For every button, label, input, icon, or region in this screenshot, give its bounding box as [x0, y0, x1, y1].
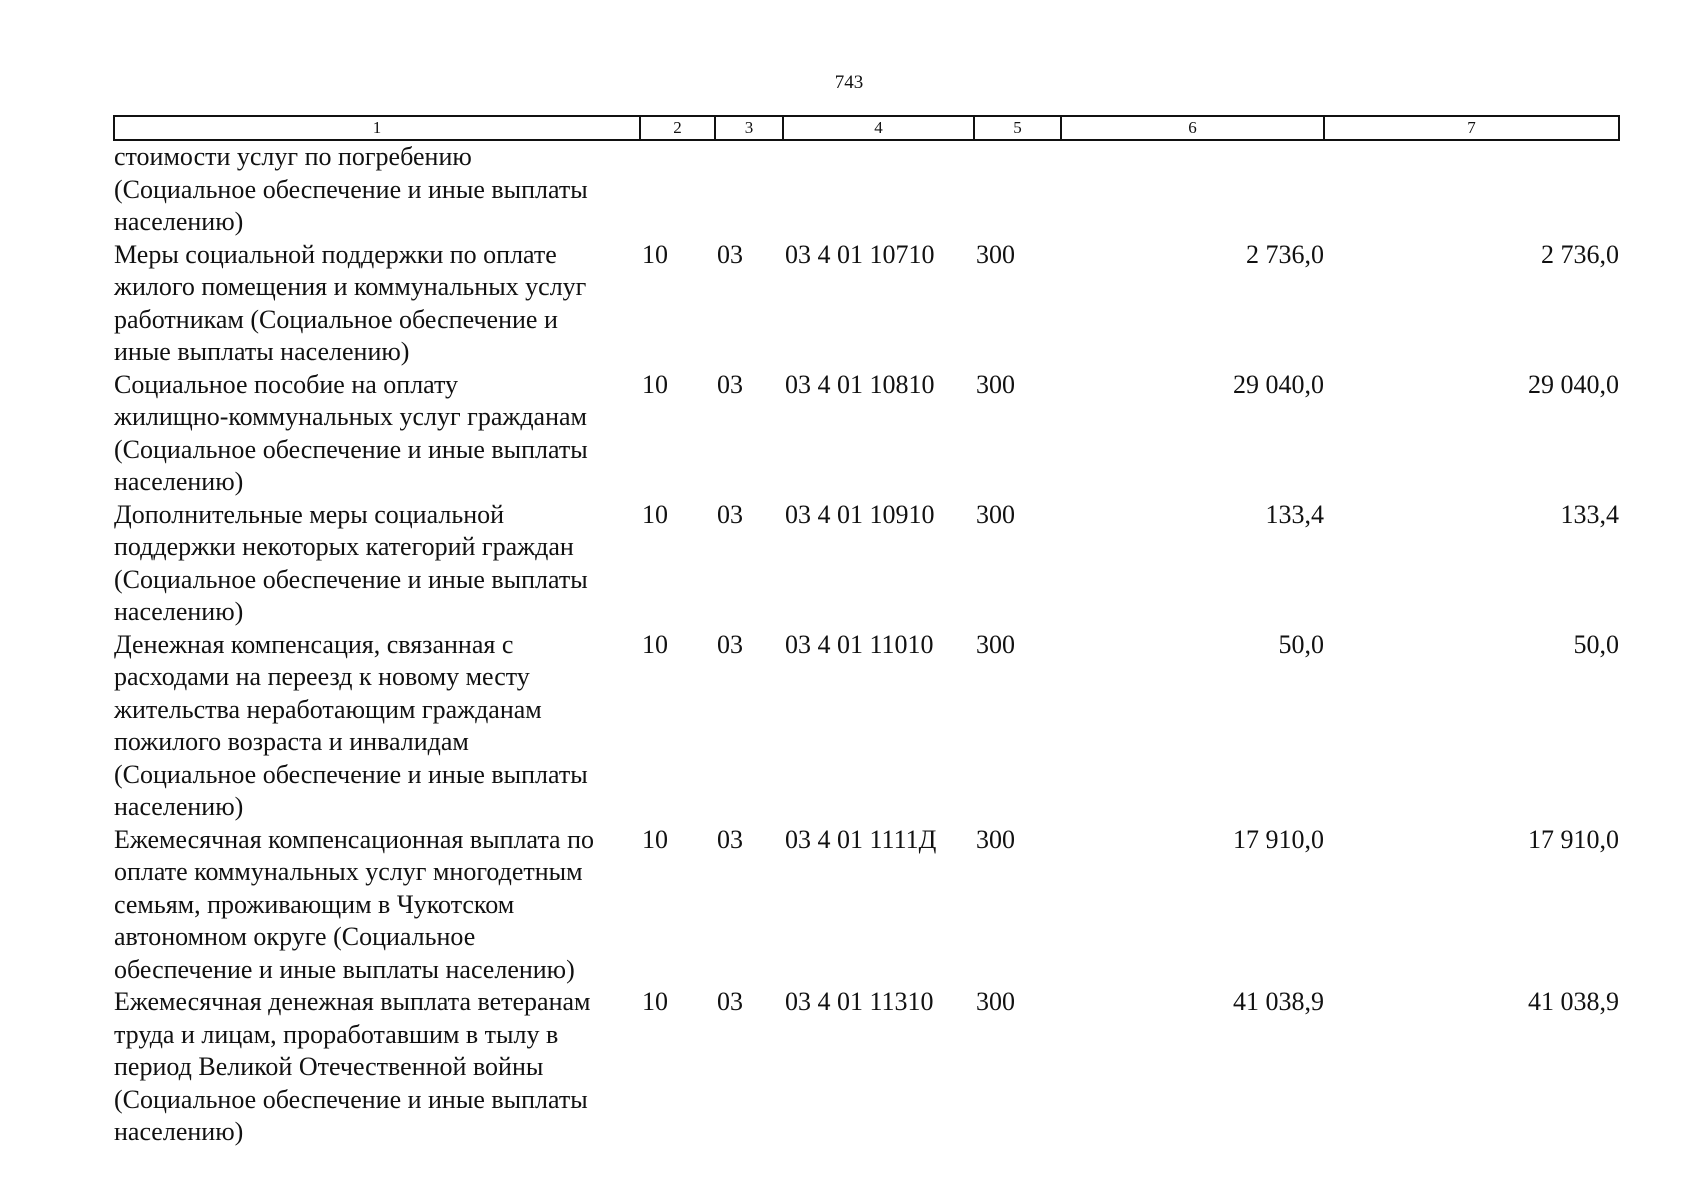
row-description: Ежемесячная денежная выплата ветеранам труда и лицам, проработавшим в тылу в период Великой Отечественной войны (Социальное обеспечение и иные выплаты населению) — [114, 987, 591, 1146]
row-expense-type: 300 — [976, 987, 1015, 1016]
budget-table — [113, 115, 1620, 1149]
row-amount-1: 133,4 — [1265, 499, 1324, 529]
row-subsection: 03 — [717, 499, 743, 529]
row-expense-type: 300 — [976, 824, 1015, 854]
row-description: Социальное пособие на оплату жилищно-коммунальных услуг гражданам (Социальное обеспечение и иные выплаты населению) — [114, 369, 588, 496]
column-number-row — [114, 116, 1619, 140]
table-row — [114, 629, 1619, 824]
table-row — [114, 140, 1619, 239]
row-amount-1: 50,0 — [1278, 629, 1324, 659]
row-section: 10 — [642, 629, 668, 659]
row-section: 10 — [642, 987, 668, 1016]
row-amount-2: 50,0 — [1573, 629, 1619, 659]
column-number: 3 — [715, 116, 783, 140]
row-description: Меры социальной поддержки по оплате жилого помещения и коммунальных услуг работникам (Социальное обеспечение и иные выплаты населению) — [114, 239, 587, 366]
row-target-article — [783, 140, 974, 239]
row-expense-type — [974, 140, 1061, 239]
column-number: 5 — [974, 116, 1061, 140]
table-row — [114, 499, 1619, 629]
row-target-article: 03 4 01 10910 — [785, 499, 935, 529]
row-subsection: 03 — [717, 369, 743, 399]
row-section — [640, 140, 715, 239]
row-amount-2: 29 040,0 — [1528, 369, 1619, 399]
row-subsection: 03 — [717, 824, 743, 854]
column-number: 2 — [640, 116, 715, 140]
row-amount-1: 2 736,0 — [1246, 239, 1324, 269]
row-section: 10 — [642, 239, 668, 269]
table-row — [114, 824, 1619, 987]
row-amount-2: 133,4 — [1560, 499, 1619, 529]
row-target-article: 03 4 01 10710 — [785, 239, 935, 269]
page-number: 743 — [834, 72, 864, 93]
row-subsection: 03 — [717, 629, 743, 659]
row-amount-2 — [1324, 140, 1619, 239]
column-number: 7 — [1324, 116, 1619, 140]
column-number: 1 — [114, 116, 640, 140]
column-number: 6 — [1061, 116, 1324, 140]
row-target-article: 03 4 01 11310 — [785, 987, 934, 1016]
row-description: Ежемесячная компенсационная выплата по оплате коммунальных услуг многодетным семьям, проживающим в Чукотском автономном округе (Социальное обеспечение и иные выплаты населению) — [114, 824, 594, 984]
row-amount-1: 29 040,0 — [1233, 369, 1324, 399]
row-amount-2: 17 910,0 — [1528, 824, 1619, 854]
row-target-article: 03 4 01 1111Д — [785, 824, 937, 854]
row-subsection — [715, 140, 783, 239]
row-expense-type: 300 — [976, 369, 1015, 399]
row-expense-type: 300 — [976, 499, 1015, 529]
row-target-article: 03 4 01 11010 — [785, 629, 934, 659]
table-header — [114, 116, 1619, 140]
row-section: 10 — [642, 499, 668, 529]
row-amount-1 — [1061, 140, 1324, 239]
row-subsection: 03 — [717, 987, 743, 1016]
row-section: 10 — [642, 824, 668, 854]
table-row — [114, 239, 1619, 369]
row-amount-2: 41 038,9 — [1528, 987, 1619, 1016]
row-expense-type: 300 — [976, 629, 1015, 659]
row-expense-type: 300 — [976, 239, 1015, 269]
row-description: стоимости услуг по погребению (Социальное обеспечение и иные выплаты населению) — [114, 142, 588, 236]
column-number: 4 — [783, 116, 974, 140]
table-body — [114, 140, 1619, 1149]
row-description: Денежная компенсация, связанная с расходами на переезд к новому месту жительства неработающим гражданам пожилого возраста и инвалидам (Социальное обеспечение и иные выплаты населению) — [114, 629, 588, 821]
row-target-article: 03 4 01 10810 — [785, 369, 935, 399]
table-row — [114, 986, 1619, 1149]
row-amount-1: 41 038,9 — [1233, 987, 1324, 1016]
row-amount-1: 17 910,0 — [1233, 824, 1324, 854]
row-section: 10 — [642, 369, 668, 399]
row-amount-2: 2 736,0 — [1541, 239, 1619, 269]
row-description: Дополнительные меры социальной поддержки некоторых категорий граждан (Социальное обеспечение и иные выплаты населению) — [114, 499, 588, 626]
row-subsection: 03 — [717, 239, 743, 269]
table-row — [114, 369, 1619, 499]
